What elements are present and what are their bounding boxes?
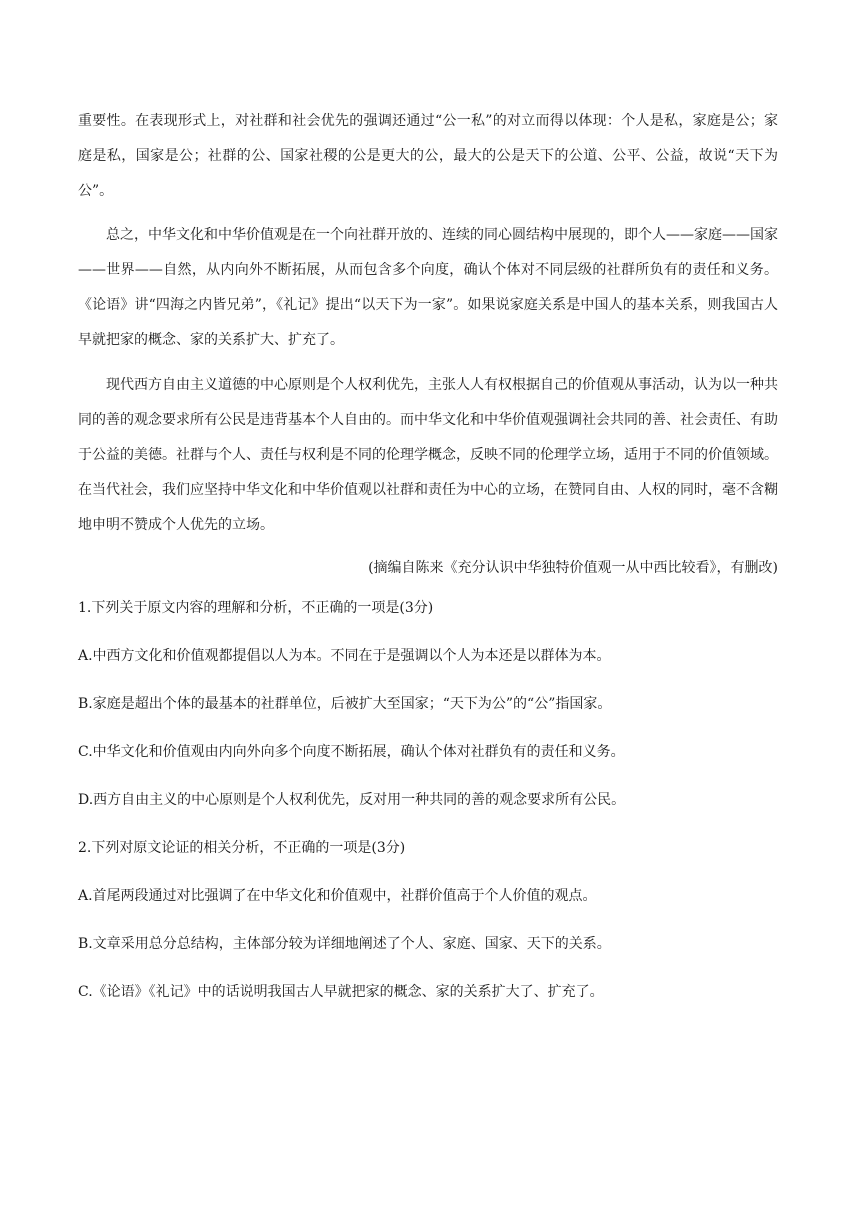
question-stem: 2.下列对原文论证的相关分析，不正确的一项是(3分) [78,840,406,856]
question-option: A.中西方文化和价值观都提倡以人为本。不同在于是强调以个人为本还是以群体为本。 [78,648,611,664]
question-option: B.文章采用总分总结构，主体部分较为详细地阐述了个人、家庭、国家、天下的关系。 [78,936,611,952]
source-citation: (摘编自陈来《充分认识中华独特价值观一从中西比较看》，有删改) [368,560,778,576]
paragraph-1: 重要性。在表现形式上，对社群和社会优先的强调还通过“公一私”的对立而得以体现：个人是私，家庭是公；家庭是私，国家是公；社群的公、国家社稷的公是更大的公，最大的公是天下的公道、公平、公益，故说“天下为公”。 [78,113,778,199]
question-option: A.首尾两段通过对比强调了在中华文化和价值观中，社群价值高于个人价值的观点。 [78,888,597,904]
question-option: D.西方自由主义的中心原则是个人权利优先，反对用一种共同的善的观念要求所有公民。 [78,792,626,808]
paragraph-3: 现代西方自由主义道德的中心原则是个人权利优先，主张人人有权根据自己的价值观从事活动，认为以一种共同的善的观念要求所有公民是违背基本个人自由的。而中华文化和中华价值观强调社会共同的善、社会责任、有助于公益的美德。社群与个人、责任与权利是不同的伦理学概念，反映不同的伦理学立场，适用于不同的价值领域。在当代社会，我们应坚持中华文化和中华价值观以社群和责任为中心的立场，在赞同自由、人权的同时，毫不含糊地申明不赞成个人优先的立场。 [78,377,778,533]
paragraph-2: 总之，中华文化和中华价值观是在一个向社群开放的、连续的同心圆结构中展现的，即个人——家庭——国家——世界——自然，从内向外不断拓展，从而包含多个向度，确认个体对不同层级的社群所负有的责任和义务。《论语》讲“四海之内皆兄弟”，《礼记》提出“以天下为一家”。如果说家庭关系是中国人的基本关系，则我国古人早就把家的概念、家的关系扩大、扩充了。 [78,227,778,348]
document-content [78,104,778,1029]
question-option: C.中华文化和价值观由内向外向多个向度不断拓展，确认个体对社群负有的责任和义务。 [78,744,625,760]
question-option: B.家庭是超出个体的最基本的社群单位，后被扩大至国家；“天下为公”的“公”指国家。 [78,696,612,712]
question-2 [78,837,778,1003]
question-1 [78,597,778,811]
question-stem: 1.下列关于原文内容的理解和分析，不正确的一项是(3分) [78,600,434,616]
question-option: C.《论语》《礼记》中的话说明我国古人早就把家的概念、家的关系扩大了、扩充了。 [78,984,604,1000]
